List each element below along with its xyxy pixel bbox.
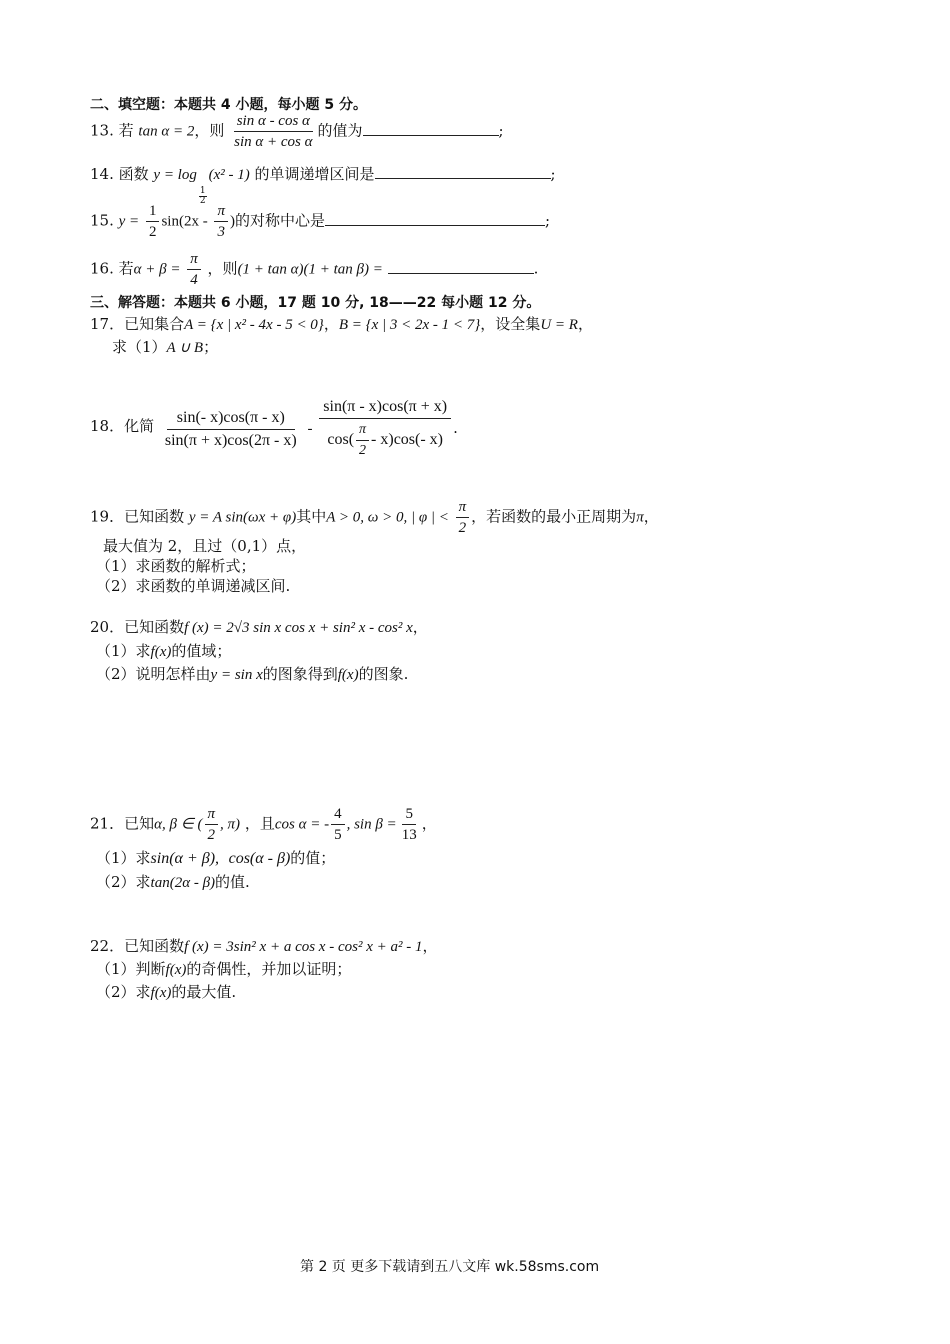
question-16 — [90, 250, 538, 289]
q19-line1-end: ， — [643, 507, 659, 526]
question-13 — [90, 112, 504, 151]
q13-numerator: sin α - cos α — [234, 112, 313, 132]
q20-prefix: 20．已知函数 — [90, 618, 185, 636]
q15-coef-numerator: 1 — [146, 202, 160, 222]
q21-sin-pre: , sin β = — [346, 816, 397, 833]
q19-cond-pre: 其中 — [296, 507, 327, 526]
q15-suffix: 的对称中心是 — [235, 211, 326, 230]
q15-coef-denominator: 2 — [148, 224, 157, 240]
q21-sin-numerator: 5 — [402, 805, 416, 825]
q20-item2-post: 的图象. — [358, 665, 409, 683]
q21-item2-post: 的值. — [215, 873, 250, 891]
q21-item1-b: cos(α - β) — [228, 850, 291, 867]
q17-separator: ， — [323, 315, 339, 333]
q13-condition: tan α = 2 — [138, 123, 195, 140]
q18-fraction-1 — [161, 409, 301, 450]
q13-prefix: 13. 若 — [90, 121, 134, 140]
q17-prefix: 17．已知集合 — [90, 315, 185, 333]
q18-fraction-1-numerator: sin(- x)cos(π - x) — [167, 409, 295, 430]
question-17-line1 — [90, 314, 593, 335]
q14-prefix: 14. 函数 — [90, 165, 149, 183]
q18-den-post: - x)cos(- x) — [371, 431, 443, 449]
q15-prefix: 15. — [90, 211, 114, 230]
q21-cond-pre: α, β ∈ ( — [154, 816, 203, 833]
q21-cos-numerator: 4 — [331, 805, 345, 825]
q13-fraction — [231, 112, 315, 151]
q17-line2-end: ； — [203, 338, 219, 356]
q21-cos-pre: cos α = - — [274, 816, 330, 833]
q20-function: f (x) = 2√3 sin x cos x + sin² x - cos² x — [184, 620, 413, 636]
q22-item2-fx: f(x) — [150, 985, 172, 1001]
q22-line1-end: ， — [422, 937, 438, 955]
question-21-line1 — [90, 805, 437, 844]
q16-pi-numerator: π — [187, 250, 201, 270]
q16-lhs: α + β = — [133, 261, 181, 278]
section3-heading: 三、解答题：本题共 6 小题，17 题 10 分, 18——22 每小题 12 分。 — [90, 295, 541, 311]
q18-end: . — [453, 419, 458, 437]
q21-sin-fraction — [399, 805, 420, 844]
q22-item1 — [96, 959, 351, 980]
question-18 — [90, 398, 458, 460]
q19-condition: A > 0, ω > 0, | φ | < — [326, 509, 449, 526]
q19-line1-suffix: ，若函数的最小正周期为 — [471, 507, 637, 526]
q22-item2-post: 的最大值. — [171, 983, 237, 1001]
q21-item1-a: sin(α + β), — [150, 850, 220, 867]
q18-minus: - — [307, 421, 313, 437]
q22-function: f (x) = 3sin² x + a cos x - cos² x + a² - 1 — [184, 939, 423, 955]
q16-pi-fraction — [187, 250, 201, 289]
q17-universe: U = R — [540, 317, 578, 333]
q21-line1-end: ， — [421, 814, 437, 833]
question-14 — [90, 164, 556, 206]
q18-den-pre: cos( — [327, 431, 355, 449]
q21-pi-fraction — [205, 805, 219, 844]
q16-pi-denominator: 4 — [190, 272, 198, 288]
q21-cos-fraction — [331, 805, 345, 844]
q20-item1 — [96, 641, 231, 662]
q15-close: ) — [230, 213, 235, 230]
q20-item1-fx: f(x) — [150, 644, 172, 660]
q21-item2 — [96, 872, 250, 893]
q21-pi-denominator: 2 — [207, 827, 215, 843]
q15-pi-denominator: 3 — [217, 224, 225, 240]
q15-coefficient — [146, 202, 160, 241]
q18-den-pi-numerator: π — [356, 421, 369, 441]
section2-heading: 二、填空题：本题共 4 小题，每小题 5 分。 — [90, 97, 367, 113]
q15-pi-numerator: π — [214, 202, 228, 222]
q21-item1 — [96, 848, 335, 869]
q17-line1-suffix: ，设全集 — [480, 315, 541, 333]
q19-pi-fraction — [456, 498, 470, 537]
q21-pi-numerator: π — [205, 805, 219, 825]
q17-set-a: A = {x | x² - 4x - 5 < 0} — [184, 317, 324, 333]
q13-denominator: sin α + cos α — [234, 134, 313, 150]
q14-suffix: 的单调递增区间是 — [254, 165, 375, 183]
q18-prefix: 18．化简 — [90, 417, 155, 435]
q14-log-function: y = log — [153, 167, 197, 183]
page-footer: 第 2 页 更多下载请到五八文库 wk.58sms.com — [300, 1259, 600, 1275]
q17-line1-end: ， — [577, 315, 593, 333]
q20-item2-pre: （2）说明怎样由 — [96, 665, 211, 683]
question-22-line1 — [90, 936, 438, 957]
q21-prefix: 21．已知 — [90, 814, 155, 833]
q19-line2: 最大值为 2，且过（0,1）点， — [103, 537, 307, 555]
q19-prefix: 19．已知函数 — [90, 507, 185, 526]
q22-item2 — [96, 982, 236, 1003]
question-19-line1 — [90, 498, 659, 537]
q20-item1-post: 的值域； — [171, 642, 232, 660]
q22-item1-post: 的奇偶性，并加以证明； — [186, 960, 352, 978]
q20-item2 — [96, 664, 408, 685]
q13-end: ; — [498, 121, 504, 140]
q22-item2-pre: （2）求 — [96, 983, 151, 1001]
q21-item2-expr: tan(2α - β) — [150, 875, 216, 891]
q22-item1-pre: （1）判断 — [96, 960, 166, 978]
q14-answer-blank[interactable] — [375, 164, 551, 179]
q17-union: A ∪ B — [166, 340, 204, 356]
q18-fraction-2 — [319, 398, 451, 460]
q13-suffix: 的值为 — [317, 121, 363, 140]
q15-lhs: y = — [118, 213, 140, 230]
q20-item2-fn: y = sin x — [210, 667, 263, 683]
q14-end: ; — [550, 165, 556, 183]
q21-sin-denominator: 13 — [401, 827, 417, 843]
q14-base-numerator: 1 — [199, 186, 206, 196]
q22-item1-fx: f(x) — [165, 962, 187, 978]
q21-item1-post: 的值； — [290, 849, 336, 867]
q18-fraction-1-denominator: sin(π + x)cos(2π - x) — [164, 431, 297, 449]
q16-mid: ，则 — [207, 259, 238, 278]
q19-pi-numerator: π — [456, 498, 470, 518]
q15-sin: sin(2x - — [161, 213, 208, 230]
q21-item2-pre: （2）求 — [96, 873, 151, 891]
q19-period: π — [636, 509, 644, 526]
q20-item2-fx: f(x) — [337, 667, 359, 683]
q17-set-b: B = {x | 3 < 2x - 1 < 7} — [338, 317, 481, 333]
q20-item2-mid: 的图象得到 — [262, 665, 338, 683]
q19-function: y = A sin(ωx + φ) — [188, 509, 297, 526]
q20-line1-end: ， — [412, 618, 428, 636]
q16-end: . — [533, 259, 539, 278]
q18-fraction-2-numerator: sin(π - x)cos(π + x) — [319, 398, 451, 419]
question-15 — [90, 202, 550, 241]
q20-item1-pre: （1）求 — [96, 642, 151, 660]
q13-mid: ，则 — [194, 121, 225, 140]
q15-pi-fraction — [214, 202, 228, 241]
q14-argument: (x² - 1) — [208, 167, 250, 183]
q21-item1-pre: （1）求 — [96, 849, 151, 867]
q18-den-pi-denominator: 2 — [359, 443, 367, 458]
q15-end: ; — [545, 211, 551, 230]
q17-line2-prefix: 求（1） — [112, 338, 167, 356]
q19-pi-denominator: 2 — [458, 520, 467, 536]
q21-cond-post: , π) — [220, 816, 241, 833]
q16-expression: (1 + tan α)(1 + tan β) = — [237, 261, 383, 278]
q18-den-pi-fraction — [356, 421, 369, 460]
q16-prefix: 16. 若 — [90, 259, 134, 278]
q19-item2: （2）求函数的单调递减区间. — [96, 577, 291, 595]
q15-answer-blank[interactable] — [325, 211, 545, 226]
q16-answer-blank[interactable] — [388, 259, 534, 274]
q14-base-denominator: 2 — [199, 196, 206, 206]
question-20-line1 — [90, 617, 428, 638]
q19-item1: （1）求函数的解析式； — [96, 557, 256, 575]
question-17-line2 — [112, 337, 218, 358]
q22-prefix: 22．已知函数 — [90, 937, 185, 955]
q13-answer-blank[interactable] — [363, 121, 499, 136]
q18-fraction-2-denominator — [323, 419, 447, 460]
q21-mid: ，且 — [244, 814, 275, 833]
q21-cos-denominator: 5 — [334, 827, 342, 843]
